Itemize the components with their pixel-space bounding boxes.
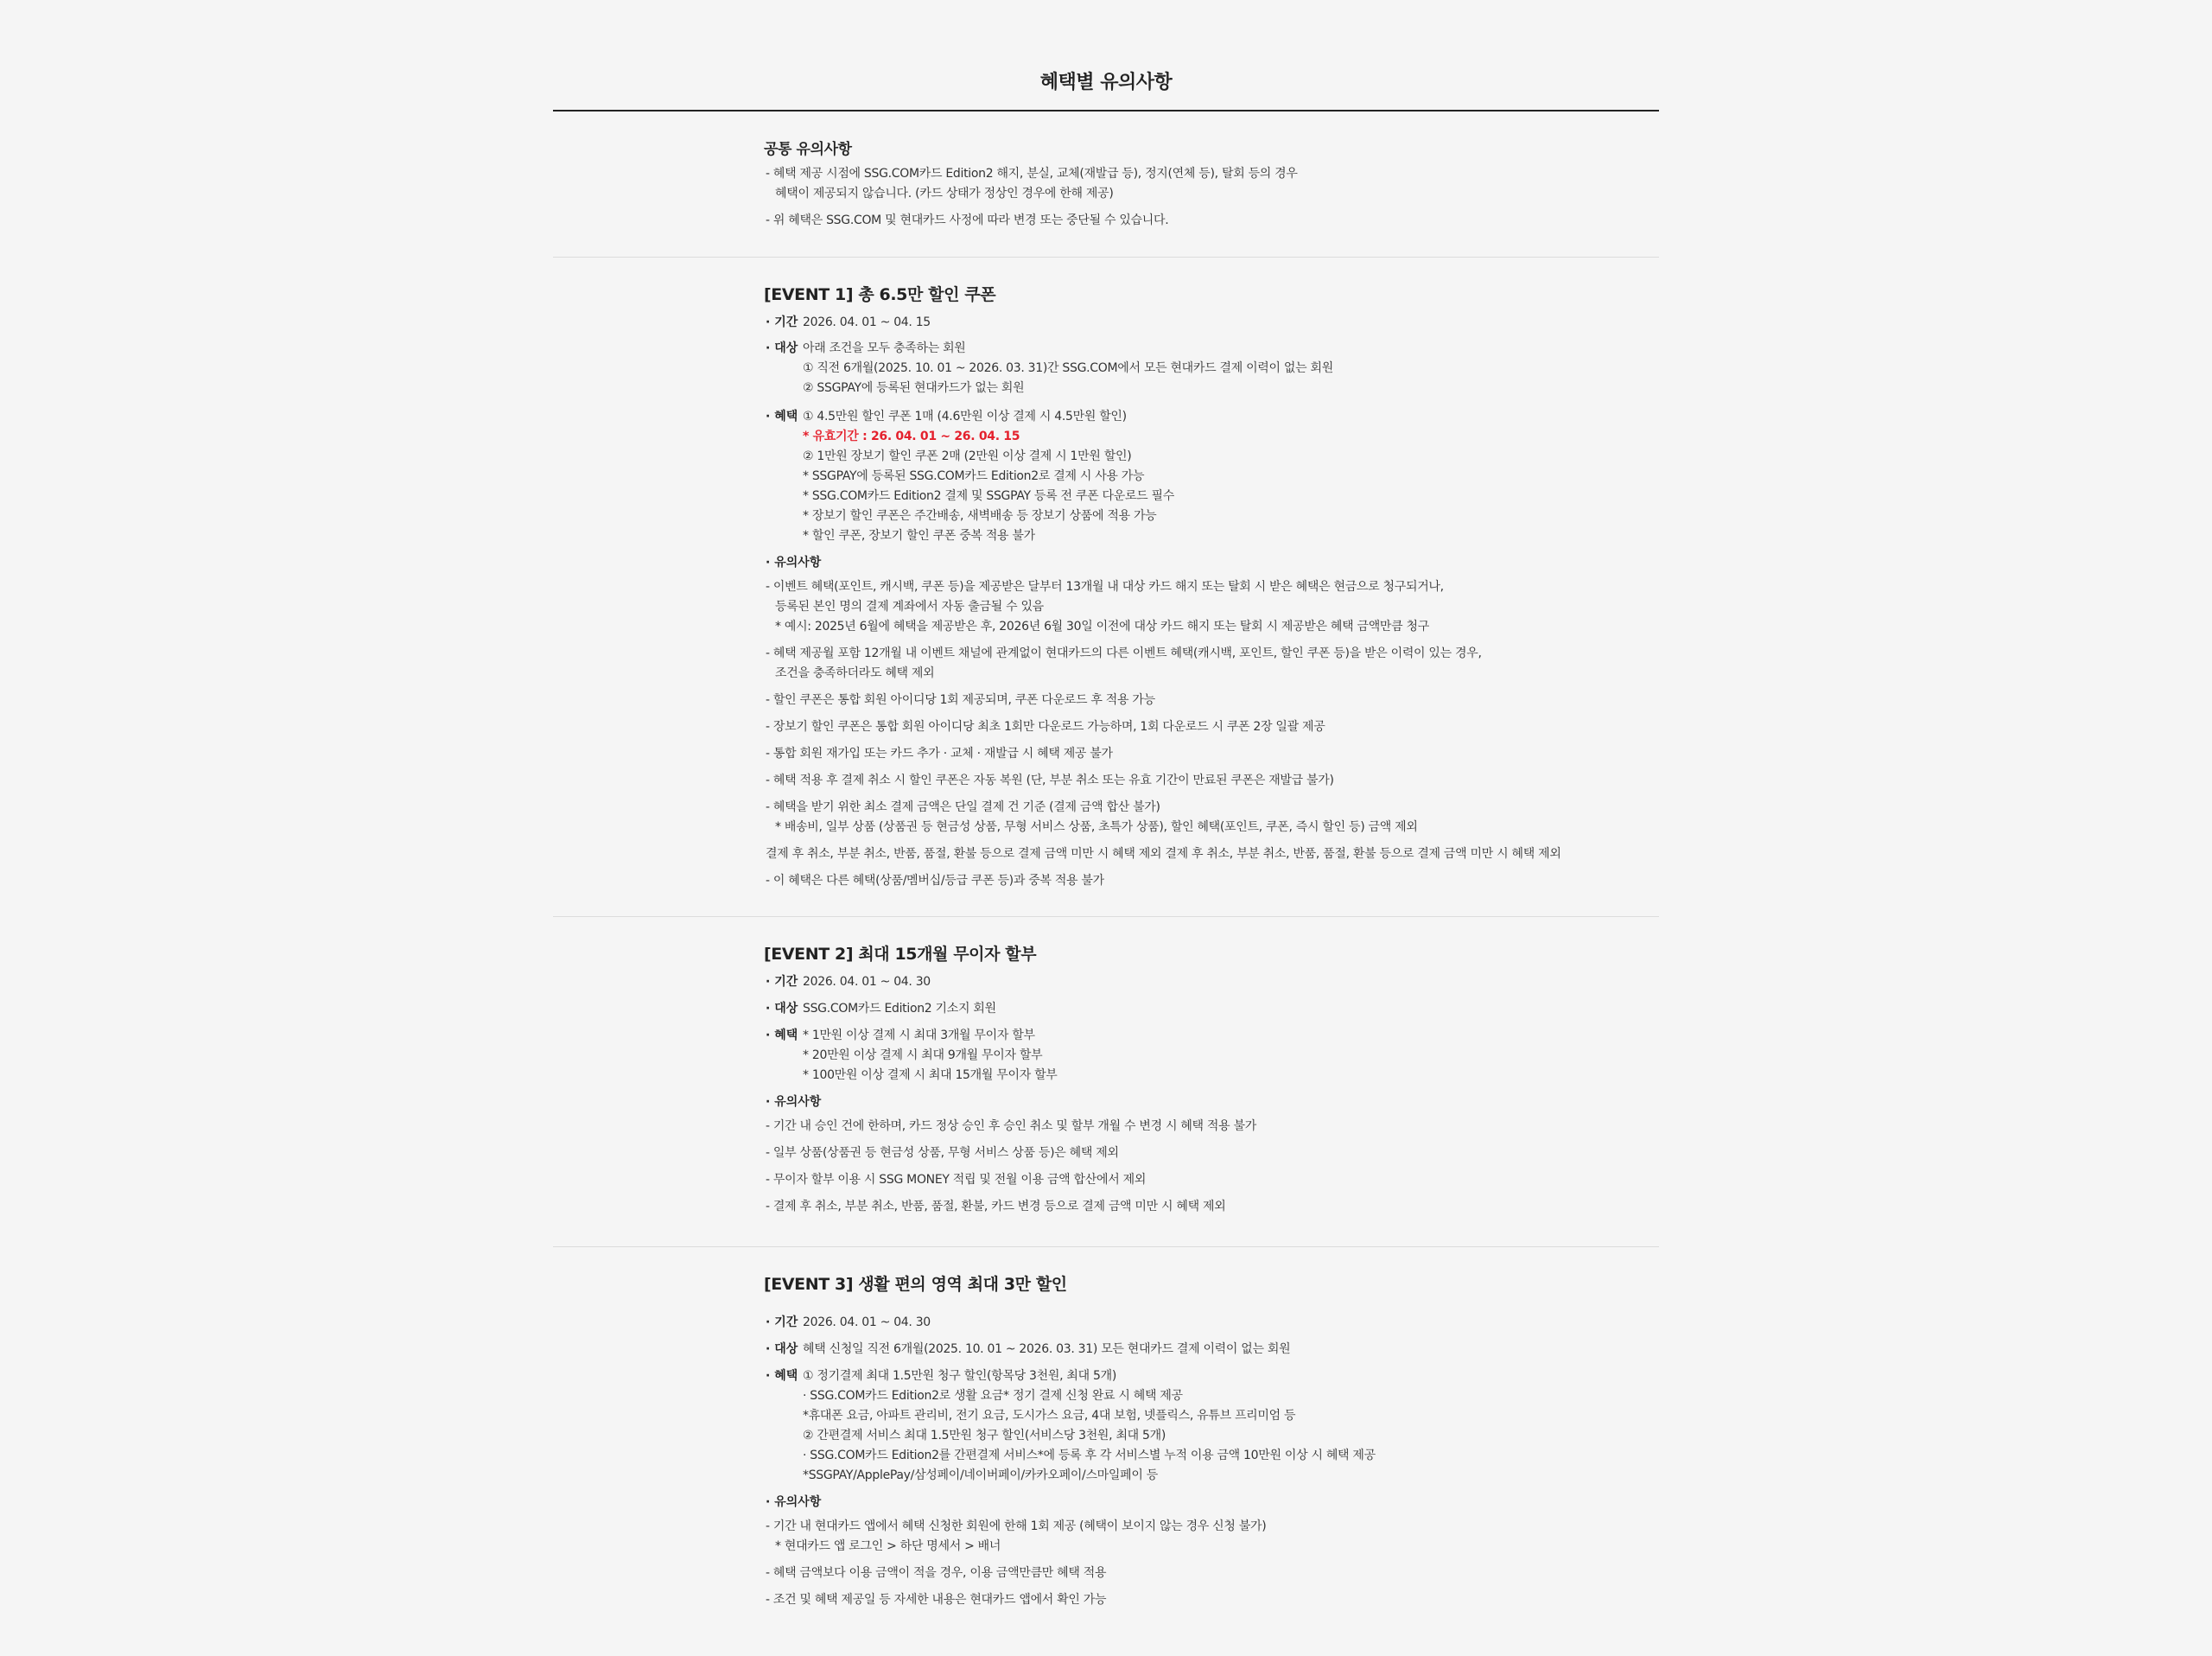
event1-benefit-line: ② 1만원 장보기 할인 쿠폰 2매 (2만원 이상 결제 시 1만원 할인) [803, 449, 1132, 463]
page-title: 혜택별 유의사항 [1039, 72, 1173, 93]
event3-note-line: - 혜택 금액보다 이용 금액이 적을 경우, 이용 금액만큼만 혜택 적용 [766, 1566, 1107, 1580]
event1-note-line: - 혜택을 받기 위한 최소 결제 금액은 단일 결제 건 기준 (결제 금액 합산 불가) [766, 800, 1160, 814]
event2-note-line: - 기간 내 승인 건에 한하며, 카드 정상 승인 후 승인 취소 및 할부 개월 수 변경 시 혜택 적용 불가 [766, 1119, 1256, 1133]
event1-note-line: * 예시: 2025년 6월에 혜택을 제공받은 후, 2026년 6월 30일 이전에 대상 카드 해지 또는 탈회 시 제공받은 혜택 금액만큼 청구 [775, 620, 1429, 634]
event2-period: 2026. 04. 01 ~ 04. 30 [803, 975, 931, 989]
event2-period-label: · 기간 [766, 975, 798, 989]
event1-note-line: - 장보기 할인 쿠폰은 통합 회원 아이디당 최초 1회만 다운로드 가능하며, 1회 다운로드 시 쿠폰 2장 일괄 제공 [766, 720, 1325, 734]
event2-benefit-line: * 20만원 이상 결제 시 최대 9개월 무이자 할부 [803, 1048, 1043, 1062]
event2-title: [EVENT 2] 최대 15개월 무이자 할부 [764, 945, 1037, 964]
event3-note-line: - 기간 내 현대카드 앱에서 혜택 신청한 회원에 한해 1회 제공 (혜택이 보이지 않는 경우 신청 불가) [766, 1519, 1267, 1533]
event2-benefit-label: · 혜택 [766, 1029, 798, 1042]
event2-note-line: - 무이자 할부 이용 시 SSG MONEY 적립 및 전월 이용 금액 합산에서 제외 [766, 1173, 1147, 1187]
title-divider [553, 110, 1659, 111]
event2-target-label: · 대상 [766, 1002, 798, 1016]
event1-target-label: · 대상 [766, 341, 798, 355]
event1-note-line: 등록된 본인 명의 결제 계좌에서 자동 출금될 수 있음 [775, 600, 1044, 614]
event1-title: [EVENT 1] 총 6.5만 할인 쿠폰 [764, 285, 996, 304]
section-divider [553, 916, 1659, 917]
event1-benefit-line: * 할인 쿠폰, 장보기 할인 쿠폰 중복 적용 불가 [803, 529, 1035, 543]
event3-target: 혜택 신청일 직전 6개월(2025. 10. 01 ~ 2026. 03. 31) 모든 현대카드 결제 이력이 없는 회원 [803, 1342, 1291, 1356]
common-note-line: - 위 혜택은 SSG.COM 및 현대카드 사정에 따라 변경 또는 중단될 수 있습니다. [766, 213, 1169, 227]
event1-benefit-label: · 혜택 [766, 410, 798, 424]
event1-note-line: 조건을 충족하더라도 혜택 제외 [775, 666, 935, 680]
event1-note-line: - 혜택 제공월 포함 12개월 내 이벤트 채널에 관계없이 현대카드의 다른 이벤트 혜택(캐시백, 포인트, 할인 쿠폰 등)을 받은 이력이 있는 경우, [766, 646, 1482, 660]
event1-note-line: - 할인 쿠폰은 통합 회원 아이디당 1회 제공되며, 쿠폰 다운로드 후 적용 가능 [766, 693, 1155, 707]
event2-benefit-line: * 1만원 이상 결제 시 최대 3개월 무이자 할부 [803, 1029, 1035, 1042]
event1-note-line: - 이벤트 혜택(포인트, 캐시백, 쿠폰 등)을 제공받은 달부터 13개월 내 대상 카드 해지 또는 탈회 시 받은 혜택은 현금으로 청구되거나, [766, 580, 1444, 594]
event3-target-label: · 대상 [766, 1342, 798, 1356]
event2-notes-label: · 유의사항 [766, 1095, 822, 1109]
event3-benefit-line: · SSG.COM카드 Edition2를 간편결제 서비스*에 등록 후 각 서비스별 누적 이용 금액 10만원 이상 시 혜택 제공 [803, 1449, 1376, 1462]
event1-benefit-line: * SSG.COM카드 Edition2 결제 및 SSGPAY 등록 전 쿠폰 다운로드 필수 [803, 489, 1174, 503]
event3-notes-label: · 유의사항 [766, 1495, 822, 1509]
event3-benefit-line: · SSG.COM카드 Edition2로 생활 요금* 정기 결제 신청 완료 시 혜택 제공 [803, 1389, 1183, 1403]
event3-note-line: - 조건 및 혜택 제공일 등 자세한 내용은 현대카드 앱에서 확인 가능 [766, 1593, 1107, 1607]
common-notes-title: 공통 유의사항 [764, 141, 852, 158]
event3-period-label: · 기간 [766, 1315, 798, 1329]
event1-period: 2026. 04. 01 ~ 04. 15 [803, 315, 931, 329]
event1-note-line: 결제 후 취소, 부분 취소, 반품, 품절, 환불 등으로 결제 금액 미만 시 혜택 제외 결제 후 취소, 부분 취소, 반품, 품절, 환불 등으로 결제 금액 미만 시 혜택 제외 [766, 847, 1561, 861]
event1-benefit-line: * SSGPAY에 등록된 SSG.COM카드 Edition2로 결제 시 사용 가능 [803, 469, 1145, 483]
event3-period: 2026. 04. 01 ~ 04. 30 [803, 1315, 931, 1329]
event1-target-line: 아래 조건을 모두 충족하는 회원 [803, 341, 966, 355]
event2-target: SSG.COM카드 Edition2 기소지 회원 [803, 1002, 996, 1016]
event2-note-line: - 일부 상품(상품권 등 현금성 상품, 무형 서비스 상품 등)은 혜택 제외 [766, 1146, 1119, 1160]
event2-benefit-line: * 100만원 이상 결제 시 최대 15개월 무이자 할부 [803, 1068, 1058, 1082]
event1-period-label: · 기간 [766, 315, 798, 329]
event3-benefit-line: ② 간편결제 서비스 최대 1.5만원 청구 할인(서비스당 3천원, 최대 5개) [803, 1429, 1166, 1443]
event1-note-line: * 배송비, 일부 상품 (상품권 등 현금성 상품, 무형 서비스 상품, 초특가 상품), 할인 혜택(포인트, 쿠폰, 즉시 할인 등) 금액 제외 [775, 820, 1418, 834]
event3-benefit-line: *휴대폰 요금, 아파트 관리비, 전기 요금, 도시가스 요금, 4대 보험, 넷플릭스, 유튜브 프리미엄 등 [803, 1409, 1296, 1423]
event1-benefit-line: ① 4.5만원 할인 쿠폰 1매 (4.6만원 이상 결제 시 4.5만원 할인) [803, 410, 1127, 424]
event1-note-line: - 혜택 적용 후 결제 취소 시 할인 쿠폰은 자동 복원 (단, 부분 취소 또는 유효 기간이 만료된 쿠폰은 재발급 불가) [766, 774, 1334, 787]
event3-note-line: * 현대카드 앱 로그인 > 하단 명세서 > 배너 [775, 1539, 1001, 1553]
event1-target-line: ② SSGPAY에 등록된 현대카드가 없는 회원 [803, 381, 1025, 395]
event3-benefit-line: ① 정기결제 최대 1.5만원 청구 할인(항목당 3천원, 최대 5개) [803, 1369, 1116, 1383]
section-divider [553, 257, 1659, 258]
event3-benefit-label: · 혜택 [766, 1369, 798, 1383]
event1-notes-label: · 유의사항 [766, 556, 822, 570]
event1-note-line: - 이 혜택은 다른 혜택(상품/멤버십/등급 쿠폰 등)과 중복 적용 불가 [766, 874, 1104, 888]
event3-benefit-line: *SSGPAY/ApplePay/삼성페이/네이버페이/카카오페이/스마일페이 등 [803, 1468, 1158, 1482]
event1-note-line: - 통합 회원 재가입 또는 카드 추가 · 교체 · 재발급 시 혜택 제공 불가 [766, 747, 1113, 761]
event2-note-line: - 결제 후 취소, 부분 취소, 반품, 품절, 환불, 카드 변경 등으로 결제 금액 미만 시 혜택 제외 [766, 1200, 1226, 1213]
event1-target-line: ① 직전 6개월(2025. 10. 01 ~ 2026. 03. 31)간 SSG.COM에서 모든 현대카드 결제 이력이 없는 회원 [803, 361, 1333, 375]
section-divider [553, 1246, 1659, 1247]
common-note-line: 혜택이 제공되지 않습니다. (카드 상태가 정상인 경우에 한해 제공) [775, 187, 1114, 201]
event1-validity-highlight: * 유효기간 : 26. 04. 01 ~ 26. 04. 15 [803, 430, 1020, 443]
event1-benefit-line: * 장보기 할인 쿠폰은 주간배송, 새벽배송 등 장보기 상품에 적용 가능 [803, 509, 1157, 523]
common-note-line: - 혜택 제공 시점에 SSG.COM카드 Edition2 해지, 분실, 교체(재발급 등), 정지(연체 등), 탈회 등의 경우 [766, 167, 1298, 181]
event3-title: [EVENT 3] 생활 편의 영역 최대 3만 할인 [764, 1275, 1067, 1294]
